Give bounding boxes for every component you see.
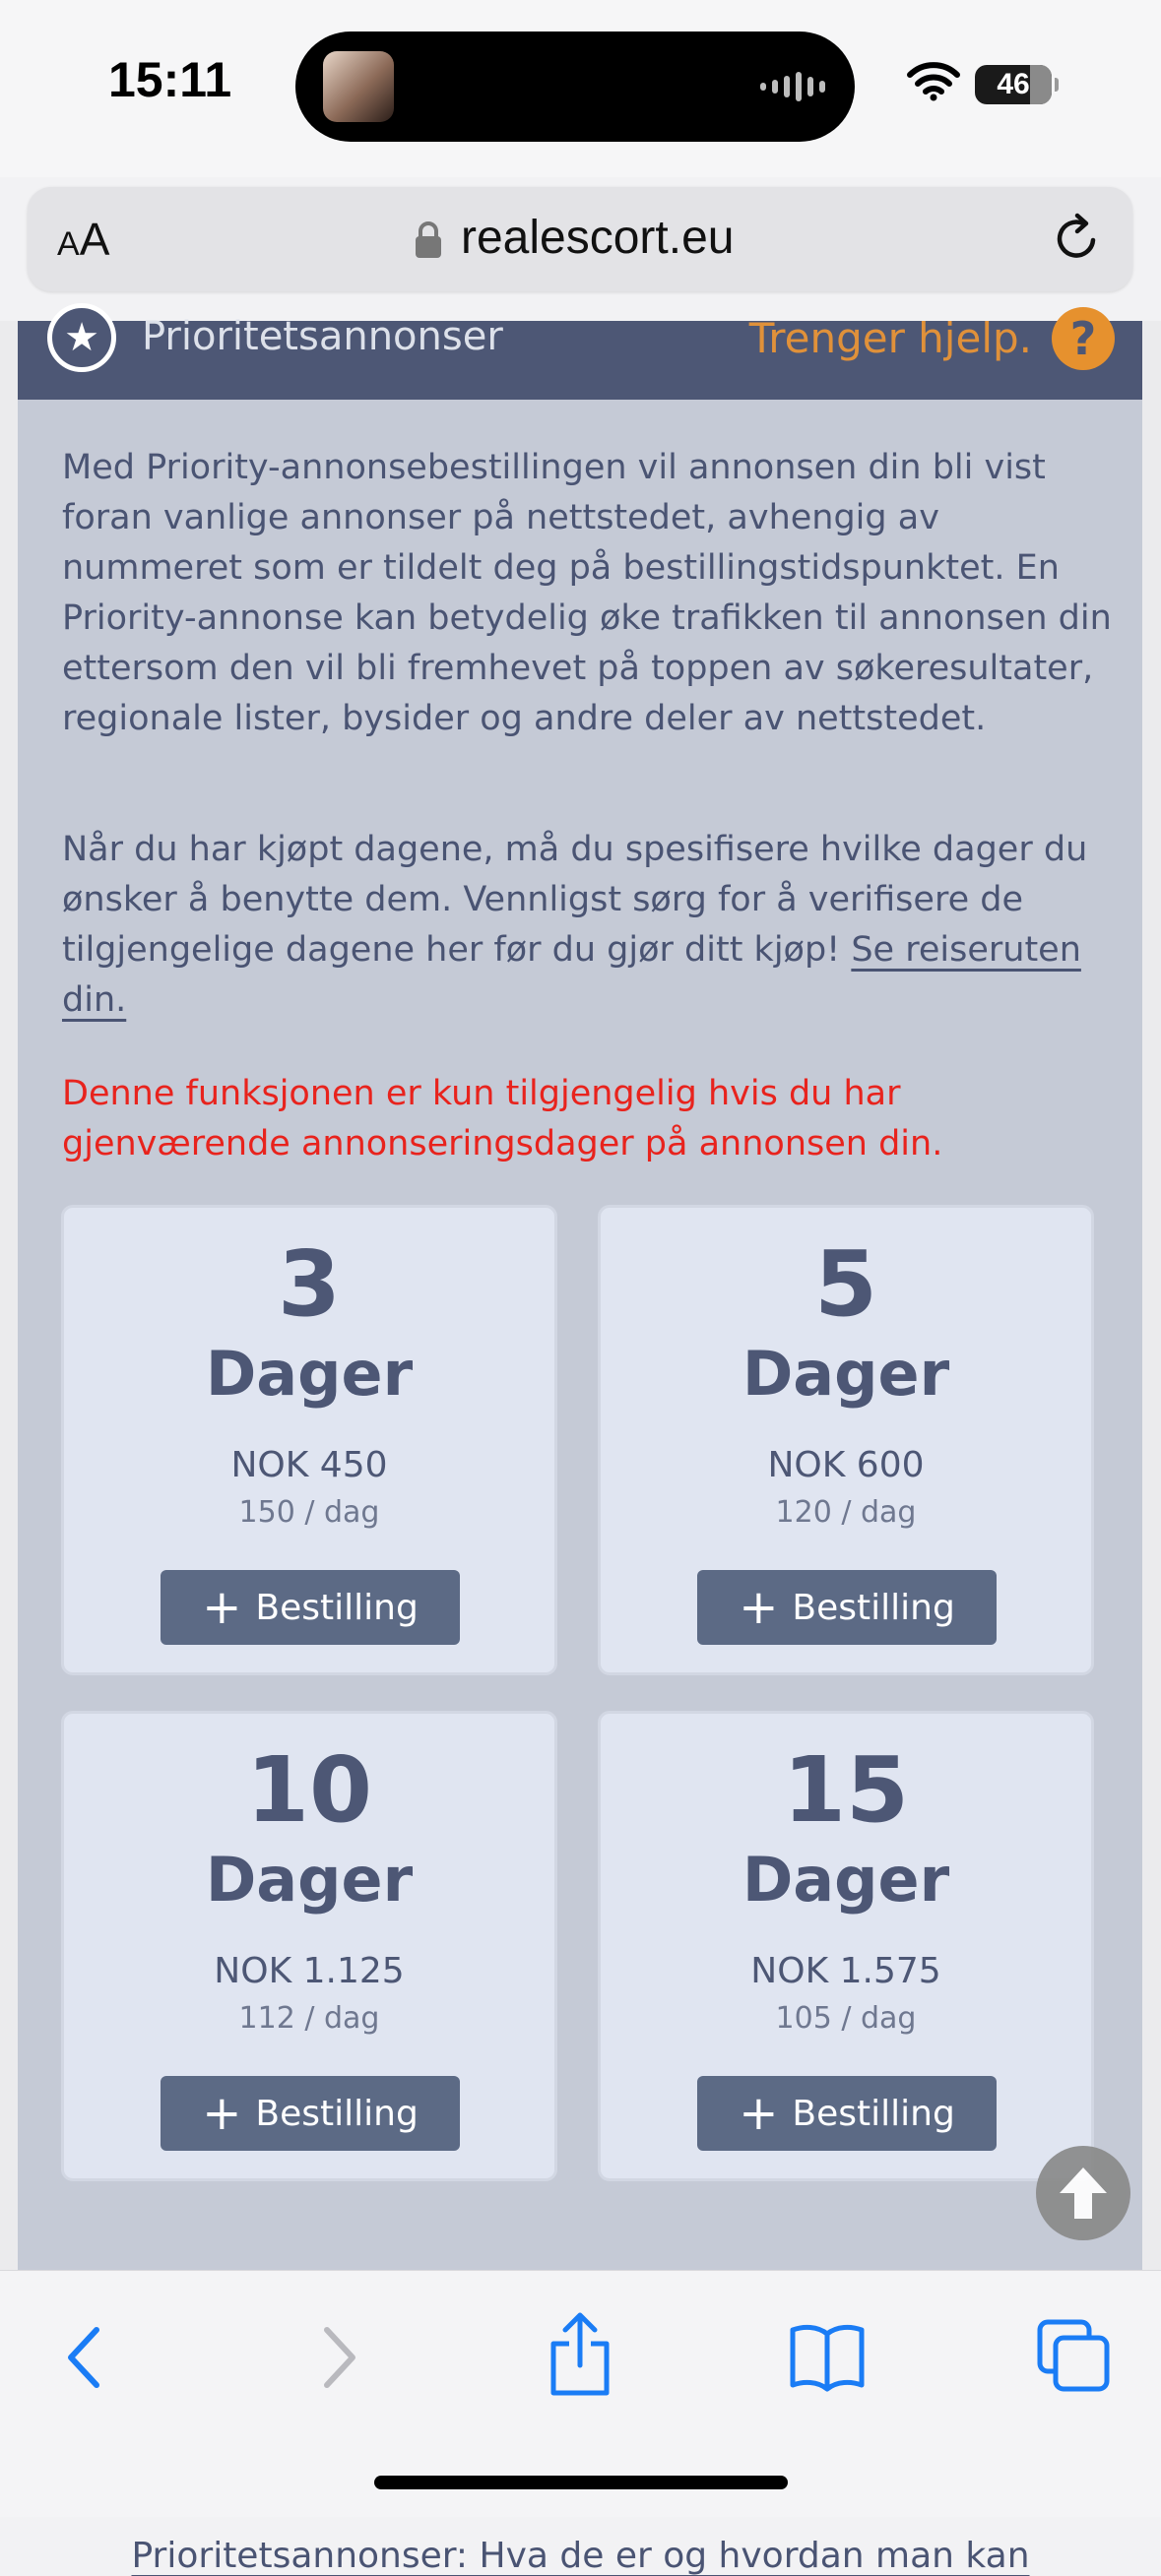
plus-icon: + (739, 1580, 779, 1635)
lock-icon (414, 220, 443, 260)
star-icon: ★ (47, 303, 116, 372)
info-article-link[interactable]: Prioritetsannonser: Hva de er og hvordan man kan (131, 2536, 1030, 2576)
battery-level: 46 (997, 68, 1030, 100)
now-playing-artwork (323, 51, 394, 122)
battery-indicator (975, 65, 1052, 104)
package-card-5-days (598, 1205, 1094, 1675)
order-button[interactable] (161, 1570, 460, 1645)
package-per-day: 150 / dag (238, 1495, 380, 1530)
package-per-day: 112 / dag (238, 2001, 380, 2036)
dynamic-island[interactable] (295, 31, 855, 142)
browser-toolbar (0, 2270, 1161, 2517)
aa-large: A (79, 214, 110, 265)
home-indicator (374, 2476, 788, 2489)
package-days: 3 (277, 1231, 341, 1337)
package-card-10-days (61, 1711, 557, 2181)
order-button[interactable] (697, 2076, 997, 2151)
web-page (0, 312, 1161, 2576)
package-card-15-days (598, 1711, 1094, 2181)
intro-paragraph: Med Priority-annonsebestillingen vil annonsen din bli vist foran vanlige annonser på nettstedet, avhengig av nummeret som er tildelt deg på bestillingstidspunktet. En Priority-annonse kan betydelig øke trafikken til annonsen din ettersom den vil bli fremhevet på toppen av søkeresultater, regionale lister, bysider og andre deler av nettstedet. (62, 448, 1112, 738)
package-per-day: 120 / dag (775, 1495, 917, 1530)
audio-wave-icon (760, 69, 825, 104)
plus-icon: + (739, 2086, 779, 2141)
order-button-label: Bestilling (255, 1587, 419, 1628)
itinerary-link[interactable]: Se reiseruten din. (62, 930, 1081, 1020)
help-icon[interactable]: ? (1052, 307, 1115, 370)
order-button-label: Bestilling (792, 2093, 955, 2134)
package-unit: Dager (205, 1844, 414, 1916)
package-price: NOK 600 (767, 1445, 925, 1485)
scroll-to-top-button[interactable] (1036, 2146, 1130, 2240)
help-link[interactable]: Trenger hjelp. (748, 314, 1032, 362)
package-price: NOK 1.125 (214, 1951, 405, 1991)
instructions-text: Når du har kjøpt dagene, må du spesifisere hvilke dager du ønsker å benytte dem. Vennligst sørg for å verifisere de tilgjengelige dagene her før du gjør ditt kjøp! (62, 830, 1088, 970)
order-button[interactable] (161, 2076, 460, 2151)
package-unit: Dager (205, 1338, 414, 1410)
status-bar (0, 0, 1161, 177)
instructions-paragraph (62, 825, 1126, 1026)
order-button-label: Bestilling (792, 1587, 955, 1628)
package-per-day: 105 / dag (775, 2001, 917, 2036)
order-button-label: Bestilling (255, 2093, 419, 2134)
address-bar[interactable] (28, 187, 1132, 291)
package-days: 5 (813, 1231, 877, 1337)
forward-icon[interactable] (313, 2318, 362, 2397)
url-text[interactable]: realescort.eu (461, 212, 735, 264)
availability-warning: Denne funksjonen er kun tilgjengelig hvis du har gjenværende annonseringsdager på annonsen din. (62, 1074, 943, 1163)
package-days: 10 (245, 1737, 373, 1843)
plus-icon: + (202, 2086, 242, 2141)
package-card-3-days (61, 1205, 557, 1675)
arrow-up-icon (1056, 2164, 1111, 2223)
aa-small: A (57, 225, 80, 263)
package-unit: Dager (742, 1338, 950, 1410)
package-unit: Dager (742, 1844, 950, 1916)
panel-header (18, 312, 1142, 400)
package-days: 15 (782, 1737, 910, 1843)
share-icon[interactable] (546, 2310, 614, 2399)
reader-options-button[interactable] (57, 213, 109, 266)
panel-title: Prioritetsannonser (142, 314, 503, 359)
package-price: NOK 1.575 (750, 1951, 941, 1991)
priority-ads-panel (18, 312, 1142, 2290)
package-price: NOK 450 (230, 1445, 388, 1485)
reload-icon[interactable] (1050, 211, 1105, 266)
back-icon[interactable] (61, 2318, 110, 2397)
order-button[interactable] (697, 1570, 997, 1645)
plus-icon: + (202, 1580, 242, 1635)
wifi-icon (908, 61, 959, 100)
status-time: 15:11 (108, 52, 232, 107)
tabs-icon[interactable] (1036, 2318, 1111, 2393)
bookmarks-icon[interactable] (788, 2316, 867, 2395)
